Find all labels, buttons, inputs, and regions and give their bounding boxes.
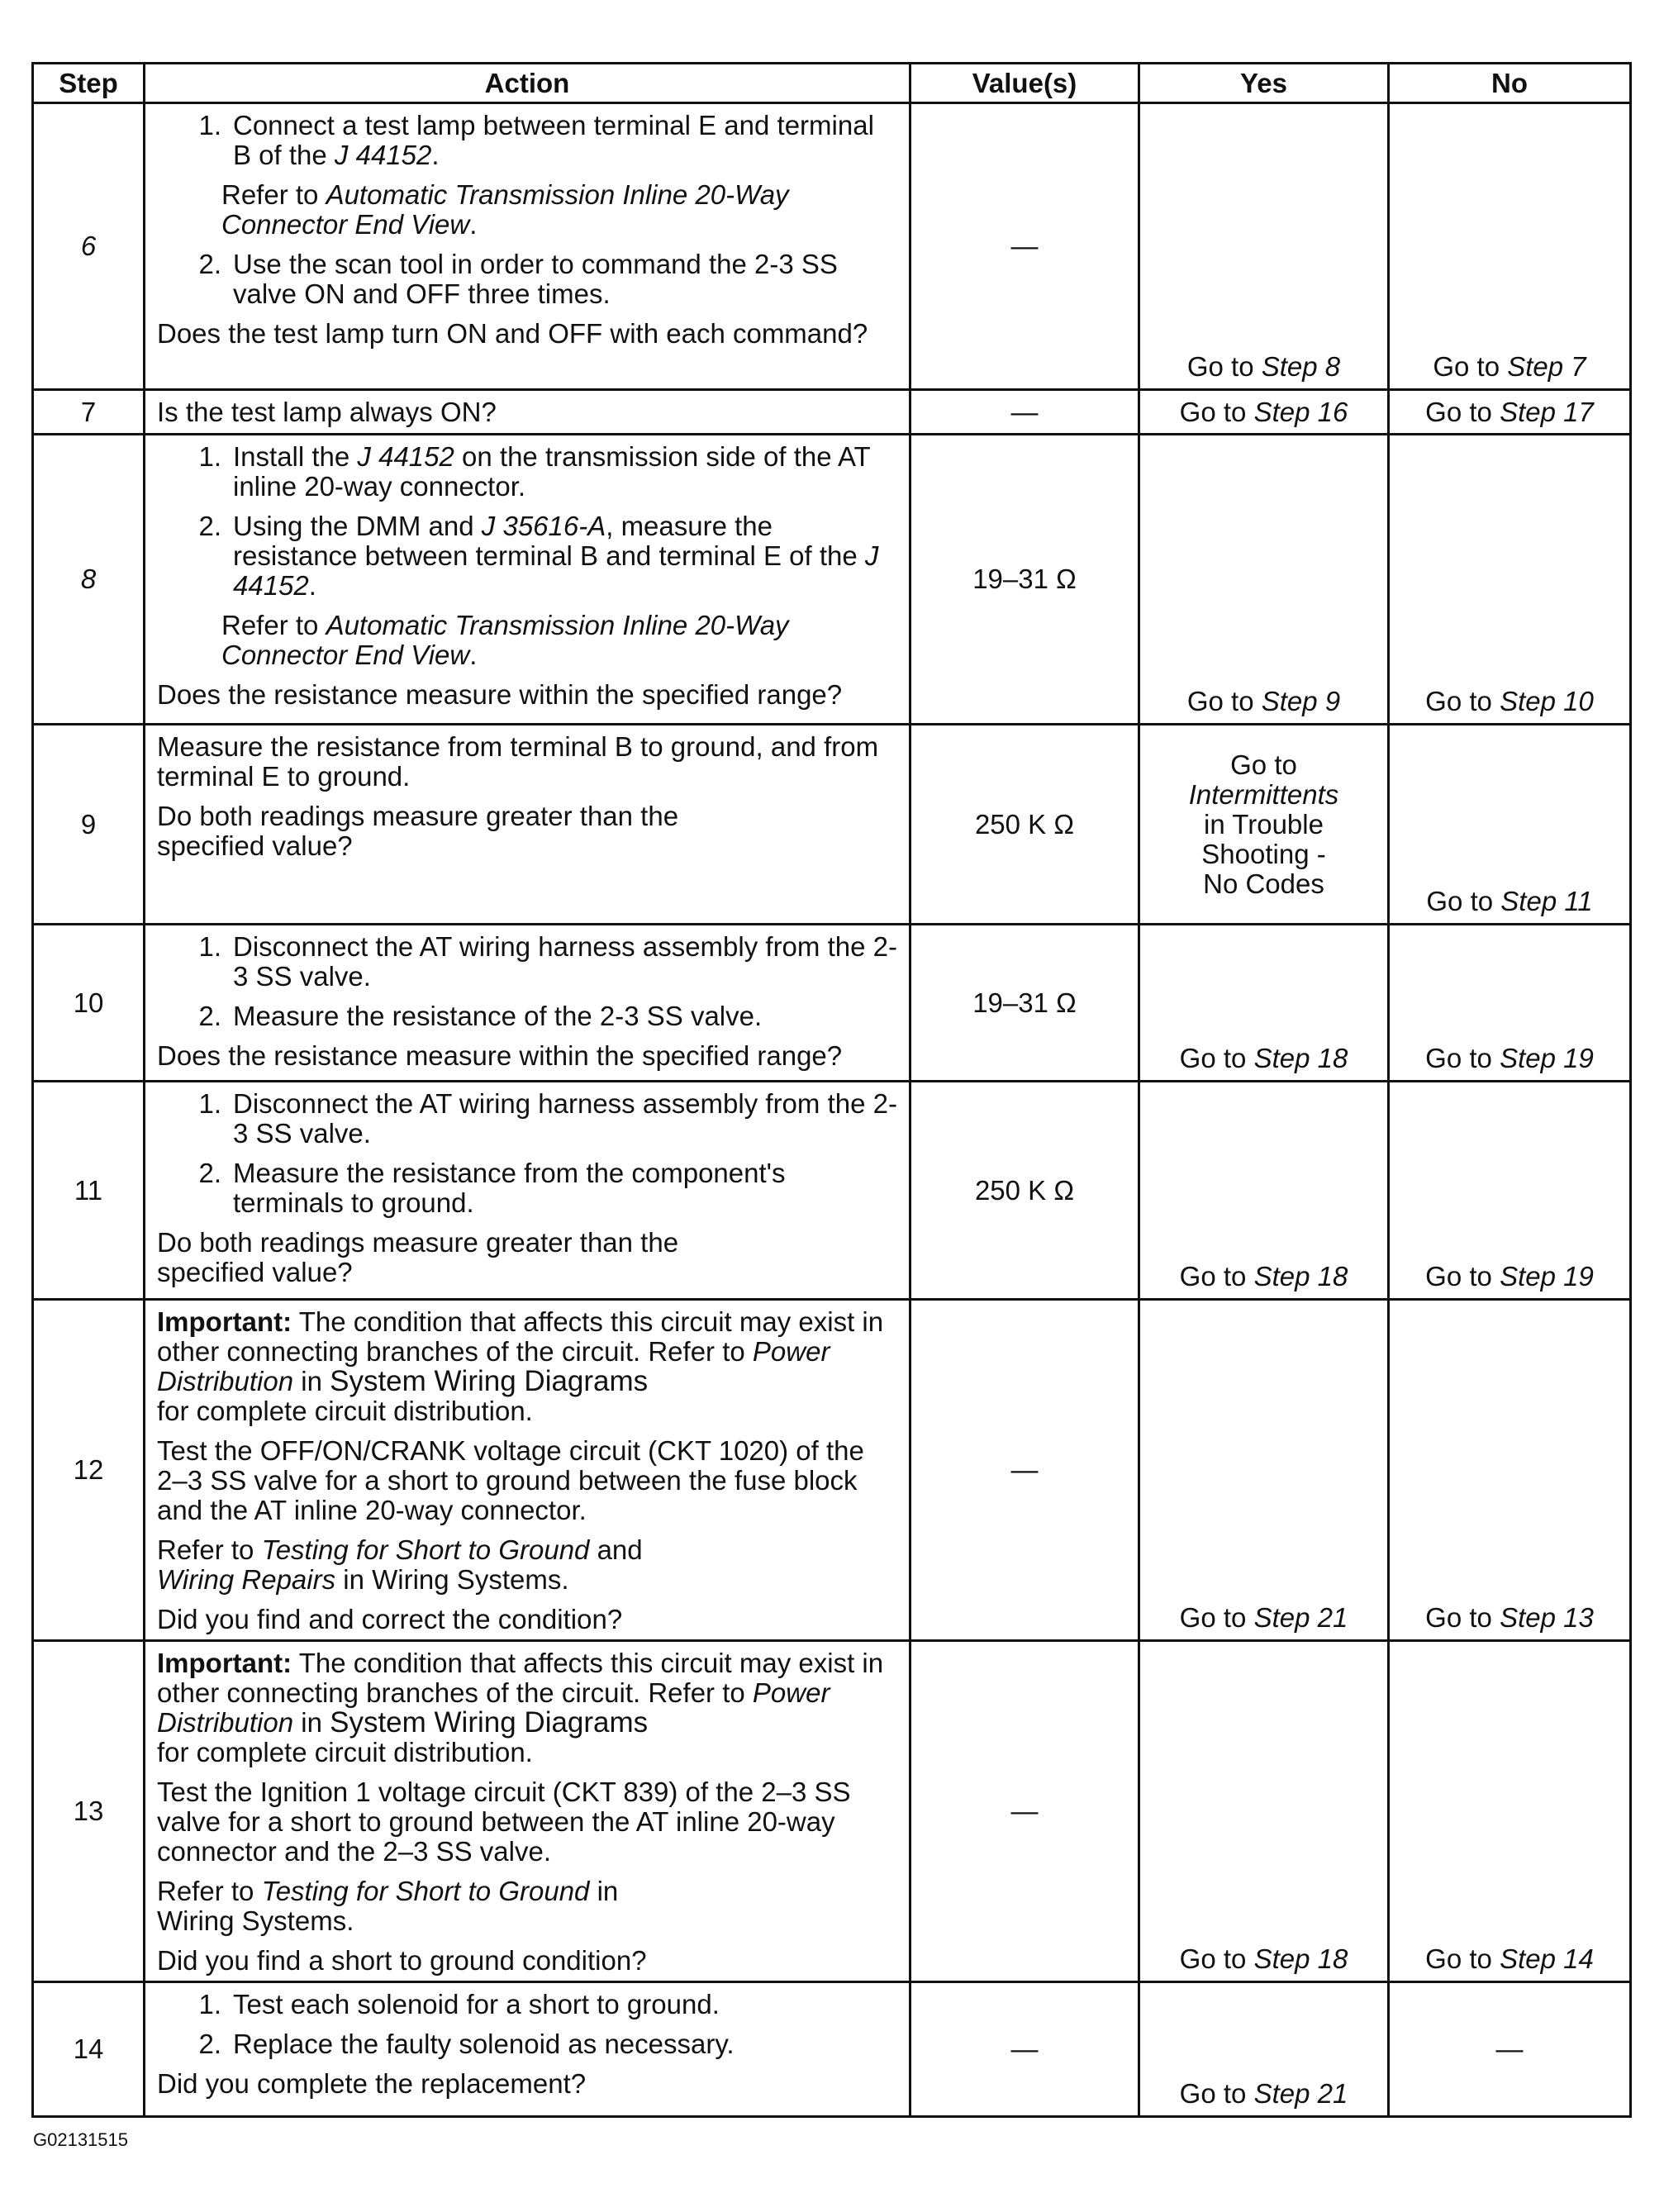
figure-code: G02131515 <box>33 2129 128 2150</box>
step-number: 7 <box>33 390 145 435</box>
table-row-step-8 <box>33 435 1631 725</box>
reference-note: Refer to Automatic Transmission Inline 20-Way Connector End View. <box>221 610 789 670</box>
header-row <box>33 64 1631 103</box>
no-cell: Go to Step 13 <box>1389 1300 1631 1641</box>
table-row-step-7 <box>33 390 1631 435</box>
reference-note: Refer to Automatic Transmission Inline 20-Way Connector End View. <box>221 179 789 240</box>
step-number: 6 <box>33 103 145 390</box>
no-cell: Go to Step 7 <box>1389 103 1631 390</box>
header-values: Value(s) <box>910 64 1139 103</box>
step-number: 11 <box>33 1082 145 1300</box>
test-instruction: Test the OFF/ON/CRANK voltage circuit (CKT 1020) of the 2–3 SS valve for a short to ground between the fuse block and the AT inline 20-way connector. <box>157 1435 864 1525</box>
yes-cell: Go to Step 18 <box>1139 1082 1389 1300</box>
table-row-step-13 <box>33 1641 1631 1982</box>
list-item: 2. Measure the resistance from the component's terminals to ground. <box>198 1158 786 1218</box>
no-cell: Go to Step 19 <box>1389 925 1631 1082</box>
question: Did you find and correct the condition? <box>157 1604 623 1634</box>
list-item: 2. Using the DMM and J 35616-A, measure the resistance between terminal B and terminal E of the J 44152. <box>198 511 879 601</box>
value-cell: — <box>910 103 1139 390</box>
value-cell: — <box>910 390 1139 435</box>
no-cell: Go to Step 14 <box>1389 1641 1631 1982</box>
reference-note: Refer to Testing for Short to Ground in Wiring Systems. <box>157 1876 619 1936</box>
action-cell <box>145 1082 910 1300</box>
value-cell: — <box>910 1300 1139 1641</box>
list-item: 2. Use the scan tool in order to command the 2-3 SS valve ON and OFF three times. <box>198 249 838 309</box>
list-item: 2. Measure the resistance of the 2-3 SS valve. <box>198 1001 763 1031</box>
step-number: 10 <box>33 925 145 1082</box>
step-number: 8 <box>33 435 145 725</box>
yes-cell: Go to Step 18 <box>1139 925 1389 1082</box>
no-cell: Go to Step 11 <box>1389 725 1631 925</box>
question: Does the resistance measure within the specified range? <box>157 1040 843 1071</box>
yes-cell: Go to Step 18 <box>1139 1641 1389 1982</box>
question: Is the test lamp always ON? <box>157 396 497 427</box>
table-row-step-6 <box>33 103 1631 390</box>
instruction: Measure the resistance from terminal B to ground, and from terminal E to ground. <box>157 731 879 792</box>
step-number: 9 <box>33 725 145 925</box>
action-cell <box>145 390 910 435</box>
value-cell: 19–31 Ω <box>910 435 1139 725</box>
yes-cell: Go to Step 21 <box>1139 1982 1389 2117</box>
diagnostic-table <box>31 62 1632 2118</box>
step-number: 13 <box>33 1641 145 1982</box>
no-cell: — <box>1389 1982 1631 2117</box>
yes-cell: Go to Step 8 <box>1139 103 1389 390</box>
question: Do both readings measure greater than the specified value? <box>157 1227 679 1287</box>
header-step: Step <box>33 64 145 103</box>
action-cell <box>145 103 910 390</box>
list-item: 1. Disconnect the AT wiring harness assembly from the 2-3 SS valve. <box>198 931 897 992</box>
value-cell: — <box>910 1982 1139 2117</box>
important-note: Important: The condition that affects this circuit may exist in other connecting branches of the circuit. Refer to Power Distribution in System Wiring Diagrams for complete circuit distribution. <box>157 1648 884 1767</box>
value-cell: 250 K Ω <box>910 1082 1139 1300</box>
action-cell <box>145 725 910 925</box>
no-cell: Go to Step 19 <box>1389 1082 1631 1300</box>
question: Does the test lamp turn ON and OFF with each command? <box>157 318 868 349</box>
yes-cell: Go to Intermittents in Trouble Shooting - No Codes <box>1139 725 1389 925</box>
yes-cell: Go to Step 9 <box>1139 435 1389 725</box>
reference-note: Refer to Testing for Short to Ground and Wiring Repairs in Wiring Systems. <box>157 1534 643 1595</box>
list-item: 1. Disconnect the AT wiring harness assembly from the 2-3 SS valve. <box>198 1088 897 1149</box>
header-action: Action <box>145 64 910 103</box>
list-item: 1. Test each solenoid for a short to ground. <box>198 1989 720 2019</box>
list-item: 2. Replace the faulty solenoid as necessary. <box>198 2029 735 2059</box>
header-no: No <box>1389 64 1631 103</box>
yes-cell: Go to Step 16 <box>1139 390 1389 435</box>
step-number: 12 <box>33 1300 145 1641</box>
test-instruction: Test the Ignition 1 voltage circuit (CKT 839) of the 2–3 SS valve for a short to ground between the AT inline 20-way connector and the 2–3 SS valve. <box>157 1777 851 1867</box>
action-cell <box>145 925 910 1082</box>
yes-cell: Go to Step 21 <box>1139 1300 1389 1641</box>
value-cell: 19–31 Ω <box>910 925 1139 1082</box>
list-item: 1. Install the J 44152 on the transmission side of the AT inline 20-way connector. <box>198 441 871 502</box>
action-cell <box>145 1982 910 2117</box>
question: Does the resistance measure within the specified range? <box>157 679 843 710</box>
table-row-step-11 <box>33 1082 1631 1300</box>
important-note: Important: The condition that affects this circuit may exist in other connecting branches of the circuit. Refer to Power Distribution in System Wiring Diagrams for complete circuit distribution. <box>157 1306 884 1426</box>
action-cell <box>145 1300 910 1641</box>
value-cell: 250 K Ω <box>910 725 1139 925</box>
no-cell: Go to Step 10 <box>1389 435 1631 725</box>
table-row-step-9 <box>33 725 1631 925</box>
header-yes: Yes <box>1139 64 1389 103</box>
list-item: 1. Connect a test lamp between terminal E and terminal B of the J 44152. <box>198 110 874 170</box>
question: Do both readings measure greater than the specified value? <box>157 801 679 861</box>
step-number: 14 <box>33 1982 145 2117</box>
question: Did you complete the replacement? <box>157 2068 587 2099</box>
value-cell: — <box>910 1641 1139 1982</box>
table-row-step-10 <box>33 925 1631 1082</box>
table-row-step-12 <box>33 1300 1631 1641</box>
action-cell <box>145 1641 910 1982</box>
action-cell <box>145 435 910 725</box>
no-cell: Go to Step 17 <box>1389 390 1631 435</box>
table-row-step-14 <box>33 1982 1631 2117</box>
question: Did you find a short to ground condition? <box>157 1945 647 1976</box>
